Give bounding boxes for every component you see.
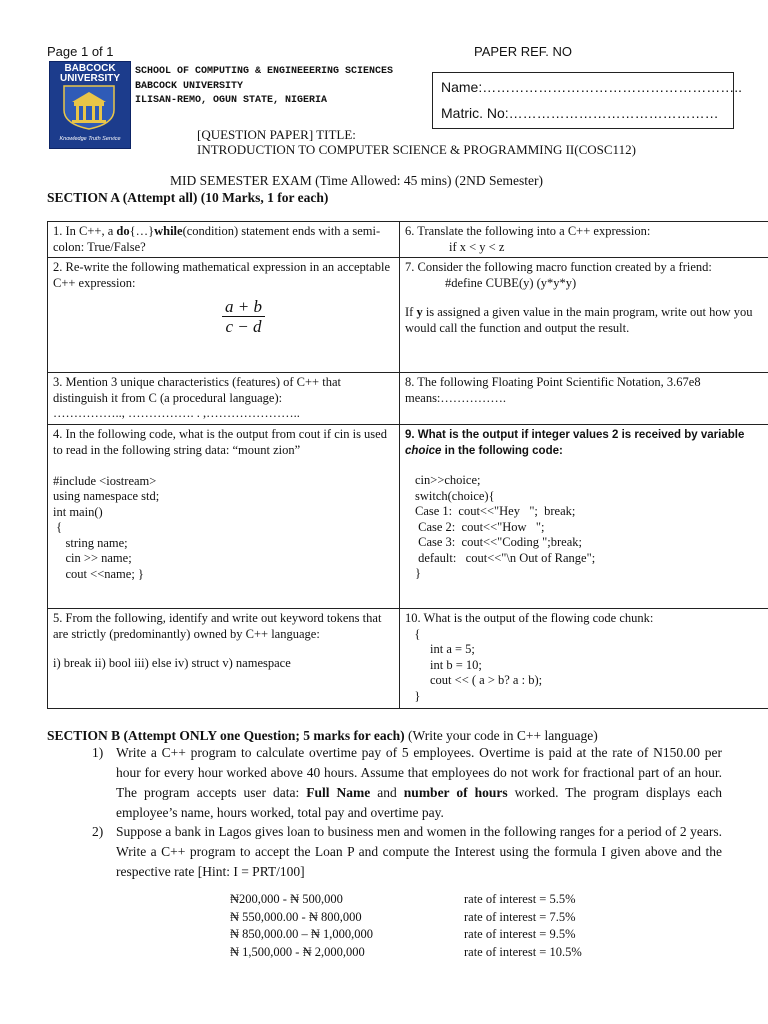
paper-title <box>197 127 636 157</box>
school-address <box>135 65 393 109</box>
rate-row: ₦ 1,500,000 - ₦ 2,000,000 rate of interest = 10.5% <box>230 944 582 959</box>
question-4: 4. In the following code, what is the output from cout if cin is used to read in the following string data: “mount zion” #include <iostream> using namespace std; int main() { string name; cin >> name; cout <<name; } <box>48 425 400 609</box>
paper-ref: PAPER REF. NO <box>474 44 573 59</box>
title-label: [QUESTION PAPER] TITLE: <box>197 127 356 142</box>
section-a-table <box>47 221 768 709</box>
question-10: 10. What is the output of the flowing code chunk: { int a = 5; int b = 10; cout << ( a > b? a : b); } <box>400 609 768 709</box>
question-9: 9. What is the output if integer values 2 is received by variable choice in the following code: cin>>choice; switch(choice){ Case 1: cout<<"Hey "; break; Case 2: cout<<"How "; Case 3: cout<<"Coding ";break; default: cout<<"\n Out of Range"; } <box>400 425 768 609</box>
interest-rate-table <box>230 891 582 961</box>
rate-row: ₦ 550,000.00 - ₦ 800,000 rate of interest = 7.5% <box>230 909 576 924</box>
university-logo <box>49 61 131 149</box>
section-b-question-2: 2) Suppose a bank in Lagos gives loan to business men and women in the following ranges for a period of 2 years. Write a C++ program to accept the Loan P and compute the Interest using the formula I given above and the respective rate [Hint: I = PRT/100] <box>92 824 722 879</box>
section-a-heading: SECTION A (Attempt all) (10 Marks, 1 for each) <box>47 190 329 205</box>
question-7: 7. Consider the following macro function created by a friend: #define CUBE(y) (y*y*y) If y is assigned a given value in the main program, write out how you would call the function and output the result. <box>400 258 768 373</box>
shield-icon <box>60 84 118 130</box>
name-field[interactable]: Name:……………………………………………….. <box>441 79 743 95</box>
code-block: cin>>choice; switch(choice){ Case 1: cout<<"Hey "; break; Case 2: cout<<"How "; Case 3: cout<<"Coding ";break; default: cout<<"\n Out of Range"; } <box>415 473 596 580</box>
question-3: 3. Mention 3 unique characteristics (features) of C++ that distinguish it from C (a procedural language): …………….., ……………. . ,………………….. <box>48 373 400 425</box>
question-5: 5. From the following, identify and write out keyword tokens that are strictly (predominantly) owned by C++ language: i) break ii) bool iii) else iv) struct v) namespace <box>48 609 400 709</box>
code-block: #include <iostream> using namespace std; int main() { string name; cin >> name; cout <<name; } <box>53 473 160 581</box>
section-b-question-1: 1) Write a C++ program to calculate overtime pay of 5 employees. Overtime is paid at the rate of N150.00 per hour for every hour worked above 40 hours. Assume that employees do not work for fractional part of an hour. The program accepts user data: Full Name and number of hours worked. The program displays each employee’s name, hours worked, total pay and overtime pay. <box>92 745 722 820</box>
question-1: 1. In C++, a do{…}while(condition) statement ends with a semi-colon: True/False? <box>48 222 400 258</box>
exam-line: MID SEMESTER EXAM (Time Allowed: 45 mins) (2ND Semester) <box>170 173 543 188</box>
code-block: { int a = 5; int b = 10; cout << ( a > b? a : b); } <box>414 626 543 703</box>
logo-motto: Knowledge Truth Service <box>59 136 121 142</box>
question-8: 8. The following Floating Point Scientific Notation, 3.67e8 means:……………. <box>400 373 768 425</box>
school-line: ILISAN-REMO, OGUN STATE, NIGERIA <box>135 95 328 106</box>
school-line: BABCOCK UNIVERSITY <box>135 80 244 92</box>
course-title: INTRODUCTION TO COMPUTER SCIENCE & PROGRAMMING II(COSC112) <box>197 142 636 157</box>
fraction-expression: $\frac{a + b}{c - d}$ <box>222 297 265 336</box>
rate-row: ₦ 850,000.00 – ₦ 1,000,000 rate of interest = 9.5% <box>230 927 576 941</box>
school-line: SCHOOL OF COMPUTING & ENGINEEERING SCIENCES <box>135 66 394 77</box>
logo-text: BABCOCK UNIVERSITY <box>59 63 120 84</box>
page-number: Page 1 of 1 <box>47 44 114 59</box>
question-2: 2. Re-write the following mathematical expression in an acceptable C++ expression: $\frac{a + b}{c - d}$ <box>48 258 400 373</box>
rate-row: ₦200,000 - ₦ 500,000 rate of interest = 5.5% <box>230 892 576 906</box>
candidate-box <box>432 72 743 129</box>
section-b-heading: SECTION B (Attempt ONLY one Question; 5 marks for each) (Write your code in C++ language) <box>47 728 598 743</box>
matric-field[interactable]: Matric. No:……………………………………… <box>441 105 719 121</box>
question-6: 6. Translate the following into a C++ expression: if x < y < z <box>400 222 768 258</box>
